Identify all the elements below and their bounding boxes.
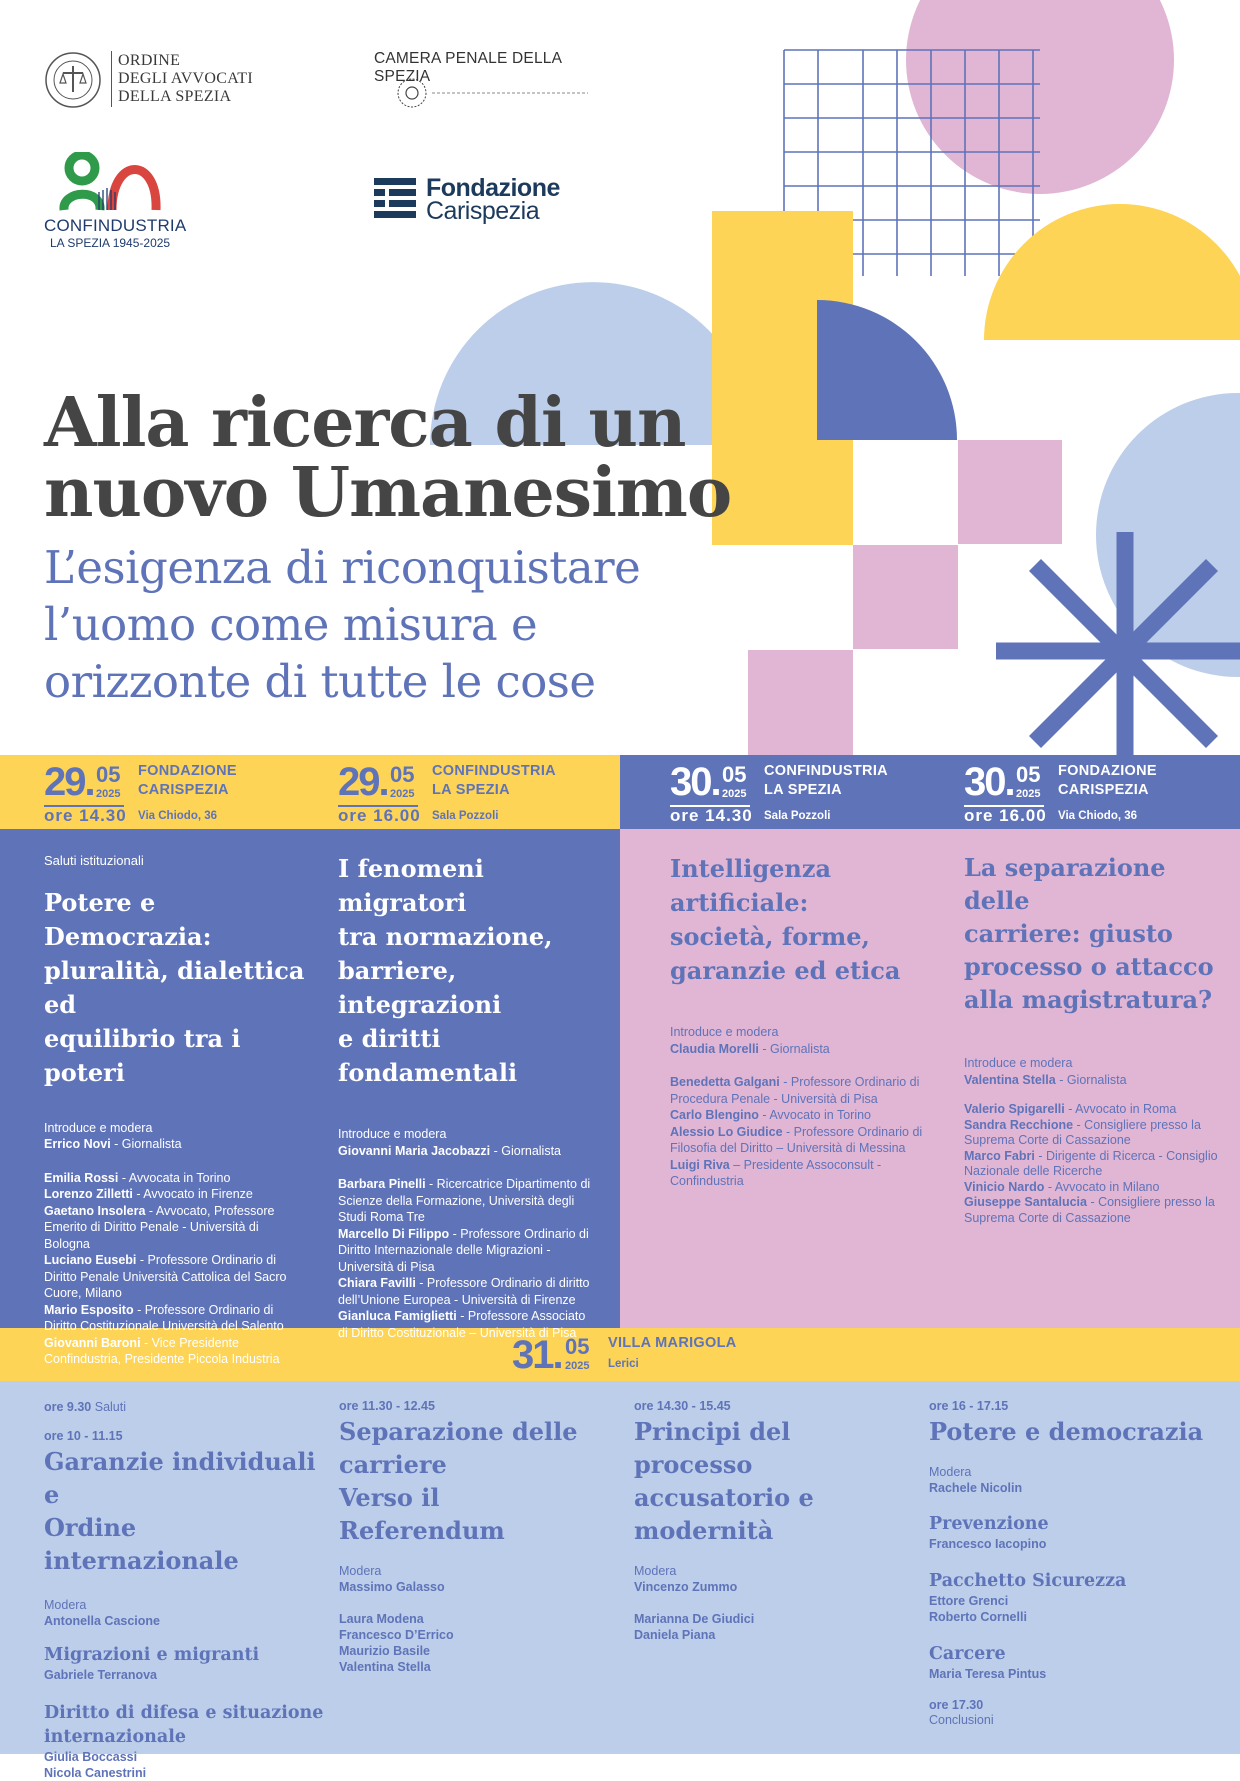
date-place: CONFINDUSTRIA LA SPEZIA — [432, 763, 556, 798]
session-intro: Introduce e modera — [964, 1056, 1073, 1070]
page-subtitle — [44, 539, 640, 710]
date-day: 29. — [338, 760, 388, 804]
date-address: Sala Pozzoli — [432, 810, 499, 822]
closing-label: Conclusioni — [929, 1713, 994, 1727]
speaker: Valerio Spigarelli - Avvocato in Roma — [964, 1102, 1177, 1116]
speaker: Alessio Lo Giudice - Professore Ordinario di Filosofia del Diritto – Università di Messina — [670, 1124, 923, 1155]
date-place: FONDAZIONE CARISPEZIA — [1058, 763, 1157, 798]
session-time: ore 16 - 17.15 — [929, 1399, 1009, 1413]
session-intro: Introduce e modera — [44, 1120, 153, 1135]
day31-column — [929, 1399, 1209, 1728]
fondazione-icon — [374, 178, 416, 220]
session-title: Potere e Democrazia: pluralità, dialettica ed equilibrio tra i poteri — [44, 887, 305, 1087]
topic-speaker: Francesco Iacopino — [929, 1537, 1047, 1551]
speaker: Sandra Recchione - Consigliere presso la Suprema Corte di Cassazione — [964, 1117, 1201, 1147]
confindustria-sub: LA SPEZIA 1945-2025 — [50, 236, 171, 250]
session-time: ore 14.30 - 15.45 — [634, 1399, 731, 1413]
date-month: 05 — [565, 1334, 590, 1359]
fondazione-name: Fondazione — [426, 174, 560, 202]
speaker: Giovanni Baroni - Vice Presidente Confindustria, Presidente Piccola Industria — [44, 1335, 280, 1366]
date-address: Lerici — [608, 1358, 639, 1370]
subtitle-line: l’uomo come misura e — [44, 598, 538, 651]
camera-seal-icon — [392, 76, 592, 110]
moderator-name: Rachele Nicolin — [929, 1481, 1023, 1495]
date-header — [670, 760, 940, 830]
subtitle-line: orizzonte di tutte le cose — [44, 655, 596, 708]
session-time: ore 10 - 11.15 — [44, 1429, 123, 1443]
speaker: Mario Esposito - Professore Ordinario di Diritto Costituzionale Università del Salento — [44, 1302, 284, 1333]
camera-penale-name: CAMERA PENALE DELLA SPEZIA — [374, 50, 562, 85]
topic-speaker: Ettore Grenci — [929, 1594, 1009, 1608]
moderator-label: Modera — [929, 1465, 972, 1479]
speaker: Gaetano Insolera - Avvocato, Professore Emerito di Diritto Penale - Università di Bologna — [44, 1203, 275, 1251]
date-place: CONFINDUSTRIA LA SPEZIA — [764, 763, 888, 798]
moderator-label: Modera — [634, 1564, 677, 1578]
title-line: nuovo Umanesimo — [44, 453, 732, 533]
ordine-line: DEGLI AVVOCATI — [118, 70, 254, 87]
speaker: Vinicio Nardo - Avvocato in Milano — [964, 1179, 1160, 1194]
speaker: Barbara Pinelli - Ricercatrice Dipartimento di Scienze della Formazione, Università degli Studi Roma Tre — [338, 1177, 591, 1224]
ordine-avvocati-logo — [44, 48, 264, 110]
moderator-name: Vincenzo Zummo — [634, 1580, 738, 1594]
session-column — [670, 852, 932, 1190]
title-line: Alla ricerca di un — [44, 383, 686, 463]
session-time: ore 11.30 - 12.45 — [339, 1399, 435, 1413]
ordine-seal-icon — [44, 51, 102, 109]
speaker-list — [338, 1176, 596, 1341]
fondazione-carispezia-logo — [374, 176, 574, 226]
date-month: 05 — [390, 762, 415, 787]
closing-time: ore 17.30 — [929, 1698, 984, 1712]
session-moderator: Giovanni Maria Jacobazzi - Giornalista — [338, 1143, 561, 1158]
date-address: Sala Pozzoli — [764, 810, 831, 822]
date-month: 05 — [722, 762, 747, 787]
topic-title: Diritto di difesa e situazione internazionale — [44, 1703, 324, 1747]
topic-speaker: Maria Teresa Pintus — [929, 1667, 1047, 1681]
speaker: Emilia Rossi - Avvocata in Torino — [44, 1170, 231, 1185]
date-time: ore 14.30 — [44, 806, 127, 825]
confindustria-80-icon — [54, 152, 164, 218]
date-year: 2025 — [390, 788, 415, 800]
speaker: Chiara Favilli - Professore Ordinario di diritto dell’Unione Europea - Università di Firenze — [338, 1276, 590, 1307]
session-moderator: Claudia Morelli - Giornalista — [670, 1041, 830, 1056]
ordine-line: DELLA SPEZIA — [118, 88, 232, 105]
date-header — [964, 760, 1234, 830]
session-intro: Introduce e modera — [670, 1025, 779, 1039]
date-day: 31. — [512, 1333, 562, 1377]
date-header — [338, 760, 608, 830]
session-title: I fenomeni migratori tra normazione, barriere, integrazioni e diritti fondamentali — [338, 854, 553, 1087]
session-title: Potere e democrazia — [929, 1417, 1204, 1446]
camera-penale-logo — [374, 50, 614, 114]
greeting: ore 9.30 Saluti — [44, 1400, 127, 1414]
topic-title: Pacchetto Sicurezza — [929, 1571, 1127, 1591]
speaker: Carlo Blengino - Avvocato in Torino — [670, 1108, 872, 1122]
date-time: ore 16.00 — [338, 806, 421, 825]
topic-speaker: Roberto Cornelli — [929, 1610, 1027, 1624]
day31-column — [339, 1399, 599, 1675]
date-place: FONDAZIONE CARISPEZIA — [138, 763, 237, 798]
date-place: VILLA MARIGOLA — [608, 1335, 737, 1351]
date-month: 05 — [1016, 762, 1041, 787]
speaker: Benedetta Galgani - Professore Ordinario di Procedura Penale - Università di Pisa — [670, 1075, 920, 1106]
moderator-name: Antonella Cascione — [44, 1614, 160, 1628]
speaker: Marco Fabri - Dirigente di Ricerca - Consiglio Nazionale delle Ricerche — [964, 1148, 1218, 1178]
speaker: Marcello Di Filippo - Professore Ordinario di Diritto Internazionale delle Migrazioni - Università di Pisa — [338, 1226, 589, 1274]
topic-speaker: Giulia Boccassi — [44, 1750, 138, 1764]
date-time: ore 14.30 — [670, 806, 753, 825]
speaker-list: Laura Modena Francesco D’Errico Maurizio Basile Valentina Stella — [339, 1612, 454, 1674]
date-year: 2025 — [565, 1360, 590, 1372]
date-year: 2025 — [722, 788, 747, 800]
speaker: Luciano Eusebi - Professore Ordinario di Diritto Penale Università Cattolica del Sacro Cuore, Milano — [44, 1253, 287, 1300]
date-address: Via Chiodo, 36 — [1058, 810, 1138, 822]
session-title: Principi del processo accusatorio e modernità — [634, 1417, 814, 1545]
date-time: ore 16.00 — [964, 806, 1047, 825]
speaker: Luigi Riva – Presidente Assoconsult - Confindustria — [670, 1157, 882, 1188]
date-day: 30. — [670, 760, 720, 804]
topic-title: Migrazioni e migranti — [44, 1645, 260, 1665]
topic-speaker: Gabriele Terranova — [44, 1668, 158, 1682]
session-column — [44, 853, 306, 1368]
speaker-list — [44, 1170, 306, 1368]
date-year: 2025 — [96, 788, 121, 800]
moderator-label: Modera — [44, 1598, 87, 1612]
fondazione-sub: Carispezia — [426, 197, 540, 225]
session-title: Separazione delle carriere Verso il Referendum — [339, 1417, 578, 1545]
session-moderator: Errico Novi - Giornalista — [44, 1137, 182, 1151]
date-month: 05 — [96, 762, 121, 787]
date-header — [44, 760, 314, 830]
topic-speaker: Nicola Canestrini — [44, 1766, 147, 1780]
ordine-line: ORDINE — [118, 52, 181, 69]
moderator-label: Modera — [339, 1564, 382, 1578]
speaker: Lorenzo Zilletti - Avvocato in Firenze — [44, 1187, 253, 1201]
topic-title: Prevenzione — [929, 1514, 1049, 1534]
speaker: Giuseppe Santalucia - Consigliere presso la Suprema Corte di Cassazione — [964, 1195, 1215, 1225]
speaker-list: Marianna De Giudici Daniela Piana — [634, 1612, 755, 1642]
page-title — [44, 383, 732, 533]
day31-column — [634, 1399, 894, 1643]
moderator-name: Massimo Galasso — [339, 1580, 445, 1594]
speaker-list — [964, 1102, 1226, 1226]
session-title: Intelligenza artificiale: società, forme, garanzie ed etica — [670, 854, 901, 985]
session-column — [964, 851, 1226, 1226]
day31-column — [44, 1399, 324, 1781]
confindustria-name: CONFINDUSTRIA — [44, 216, 187, 235]
date-address: Via Chiodo, 36 — [138, 810, 218, 822]
session-column — [338, 852, 596, 1341]
confindustria-logo — [44, 152, 187, 252]
session-title: Garanzie individuali e Ordine internazionale — [44, 1447, 316, 1575]
date-year: 2025 — [1016, 788, 1041, 800]
topic-title: Carcere — [929, 1644, 1006, 1664]
session-title: La separazione delle carriere: giusto processo o attacco alla magistratura? — [964, 853, 1214, 1014]
session-moderator: Valentina Stella - Giornalista — [964, 1072, 1127, 1087]
speaker: Gianluca Famiglietti - Professore Associato di Diritto Costituzionale – Università di Pisa — [338, 1309, 586, 1340]
day31-header — [512, 1332, 792, 1380]
session-pre: Saluti istituzionali — [44, 853, 144, 868]
date-day: 30. — [964, 760, 1014, 804]
date-day: 29. — [44, 760, 94, 804]
session-intro: Introduce e modera — [338, 1127, 447, 1141]
subtitle-line: L’esigenza di riconquistare — [44, 541, 641, 594]
speaker-list — [670, 1074, 932, 1190]
